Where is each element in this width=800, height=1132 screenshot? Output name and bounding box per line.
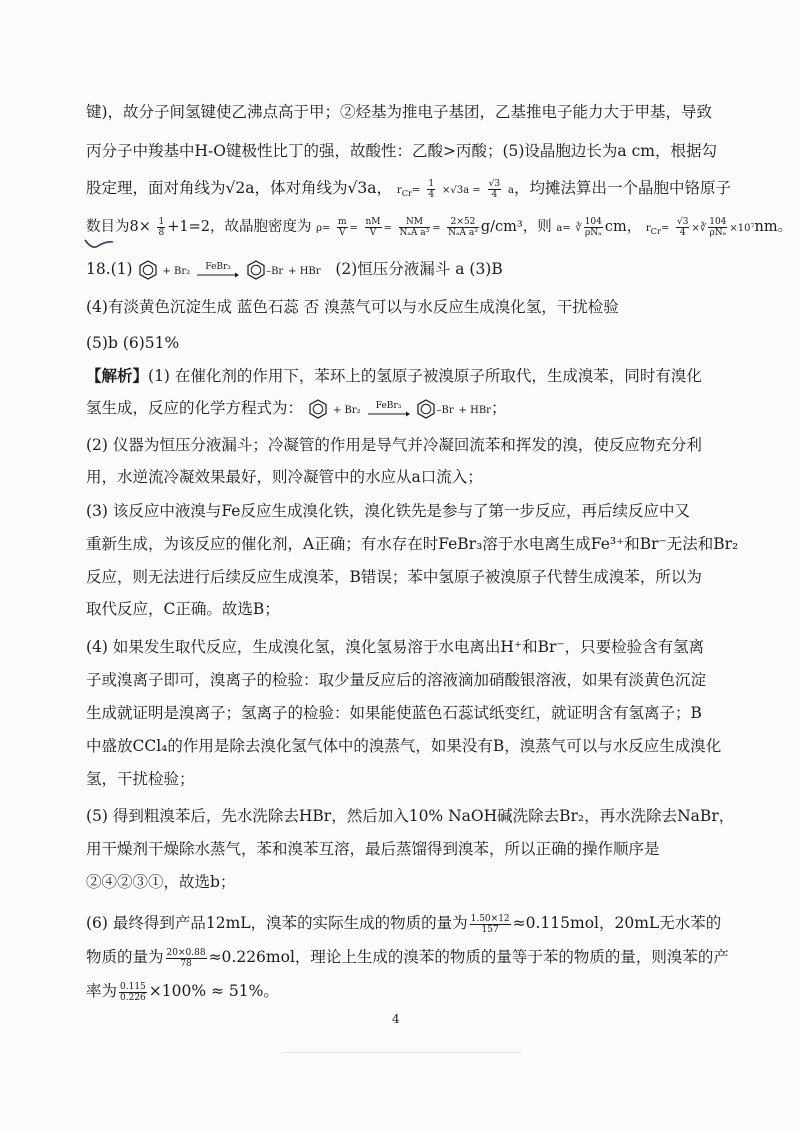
fraction-nm-over-v: $\frac{nM}{V}$	[365, 216, 381, 238]
text-line: ②④②③①，故选b；	[86, 873, 236, 891]
text-line: 子或溴离子即可，溴离子的检验：取少量反应后的溶液滴加硝酸银溶液，如果有淡黄色沉淀	[86, 671, 707, 689]
fraction-0115-over-0226: $\frac{0.115}{0.226}$	[120, 981, 146, 1003]
text-line: 取代反应，C正确。故选B；	[86, 600, 280, 618]
fraction-m-over-v: $\frac{m}{V}$	[337, 216, 347, 238]
fraction-nm-over-naa3: $\frac{NM}{\text{NₐA a³}}$	[399, 216, 430, 238]
fraction-104-over-rhona: $\frac{104}{\text{ρNₐ}}$	[709, 216, 727, 238]
page-number: 4	[392, 1012, 400, 1026]
text-line: 重新生成，为该反应的催化剂，A正确；有水存在时FeBr₃溶于水电离生成Fe³⁺和Br⁻无法和Br₂	[86, 535, 739, 553]
fraction-one-quarter: $\frac{1}{4}$	[428, 178, 435, 200]
text-line: 用，水逆流冷凝效果最好，则冷凝管中的水应从a口流入；	[86, 468, 483, 486]
fraction-150x12-over-157: $\frac{1.50\times 12}{157}$	[470, 913, 510, 935]
text-line: 氢生成，反应的化学方程式为： + Br₂ FeBr₃ –Br + HBr；	[86, 399, 507, 417]
text-line: (2) 仪器为恒压分液漏斗；冷凝管的作用是导气并冷凝回流苯和挥发的溴，使反应物充分利	[86, 436, 702, 454]
benzene-ring-icon	[246, 260, 266, 280]
text-line: 用干燥剂干燥除水蒸气，苯和溴苯互溶，最后蒸馏得到溴苯，所以正确的操作顺序是	[86, 840, 660, 858]
fraction-one-eighth: $\frac{1}{8}$	[158, 216, 165, 238]
text-line: 数目为8× $\frac{1}{8}$ +1=2，故晶胞密度为 ρ= $\frac{m}{V}$ = $\frac{nM}{V}$ = $\frac{NM}{\text{NₐA a³}}$ = $\frac{2\times 52}{\text{NₐA a³}}$ g/cm³，则 a= ∛ $\frac{104}{\text{ρNₐ}}$ cm， $r_{Cr}=$ $\frac{√3}{4}$ ×∛ $\frac{104}{\text{ρNₐ}}$ ×10⁷nm。	[86, 216, 793, 238]
analysis-heading: 【解析】	[86, 366, 149, 385]
fraction-104-over-rhona: $\frac{104}{\text{ρNₐ}}$	[584, 216, 602, 238]
text-line: (5) 得到粗溴苯后，先水洗除去HBr，然后加入10% NaOH碱洗除去Br₂，再水洗除去NaBr，	[86, 807, 735, 825]
text-line: 丙分子中羧基中H-O键极性比丁的强，故酸性：乙酸>丙酸；(5)设晶胞边长为a cm，根据勾	[86, 142, 717, 160]
text-line: 氢，干扰检验；	[86, 770, 195, 788]
fraction-20x088-over-78: $\frac{20\times 0.88}{78}$	[166, 947, 206, 969]
fraction-2x52-over-naa3: $\frac{2\times 52}{\text{NₐA a³}}$	[448, 216, 478, 238]
formula-r-cr: $r_{Cr}=$	[396, 185, 421, 198]
reaction-arrow: FeBr₃	[368, 401, 410, 417]
text-line: (6) 最终得到产品12mL，溴苯的实际生成的物质的量为 $\frac{1.50\times 12}{157}$ ≈0.115mol，20mL无水苯的	[86, 913, 722, 935]
text-line: 率为 $\frac{0.115}{0.226}$ ×100% ≈ 51%。	[86, 981, 279, 1003]
text-line: (4) 如果发生取代反应，生成溴化氢，溴化氢易溶于水电离出H⁺和Br⁻，只要检验含有氢离	[86, 638, 705, 656]
text-line: 生成就证明是溴离子；氢离子的检验：如果能使蓝色石蕊试纸变红，就证明含有氢离子；B	[86, 704, 702, 722]
text-line: 18.(1) + Br₂ FeBr₃ –Br + HBr (2)恒压分液漏斗 a (3)B	[86, 260, 503, 278]
fraction-sqrt3-over-4: $\frac{√3}{4}$	[488, 178, 501, 200]
benzene-ring-icon	[308, 399, 328, 419]
text-line: (5)b (6)51%	[86, 334, 180, 352]
benzene-ring-icon	[416, 399, 436, 419]
benzene-ring-icon	[138, 260, 158, 280]
scan-artifact-line	[282, 1052, 522, 1053]
reaction-arrow: FeBr₃	[197, 262, 239, 278]
pen-check-mark	[84, 236, 114, 252]
formula-r-cr: $r_{Cr}=$	[645, 223, 670, 236]
text-line: 股定理，面对角线为√2a，体对角线为√3a， $r_{Cr}=$ $\frac{1}{4}$ ×√3a = $\frac{√3}{4}$ a，均摊法算出一个晶胞中铬原子	[86, 178, 732, 200]
text-line: (3) 该反应中液溴与Fe反应生成溴化铁，溴化铁先是参与了第一步反应，再后续反应中又	[86, 502, 690, 520]
text-line: 【解析】(1) 在催化剂的作用下，苯环上的氢原子被溴原子所取代，生成溴苯，同时有溴化	[86, 366, 702, 385]
text-line: 中盛放CCl₄的作用是除去溴化氢气体中的溴蒸气，如果没有B，溴蒸气可以与水反应生成溴化	[86, 737, 722, 755]
text-line: 反应，则无法进行后续反应生成溴苯，B错误；苯中氢原子被溴原子代替生成溴苯，所以为	[86, 568, 702, 586]
text-line: 键)，故分子间氢键使乙沸点高于甲；②烃基为推电子基团，乙基推电子能力大于甲基，导致	[86, 103, 713, 121]
fraction-sqrt3-over-4: $\frac{√3}{4}$	[677, 216, 689, 238]
text-line: (4)有淡黄色沉淀生成 蓝色石蕊 否 溴蒸气可以与水反应生成溴化氢，干扰检验	[86, 298, 619, 316]
text-line: 物质的量为 $\frac{20\times 0.88}{78}$ ≈0.226mol，理论上生成的溴苯的物质的量等于苯的物质的量，则溴苯的产	[86, 947, 729, 969]
